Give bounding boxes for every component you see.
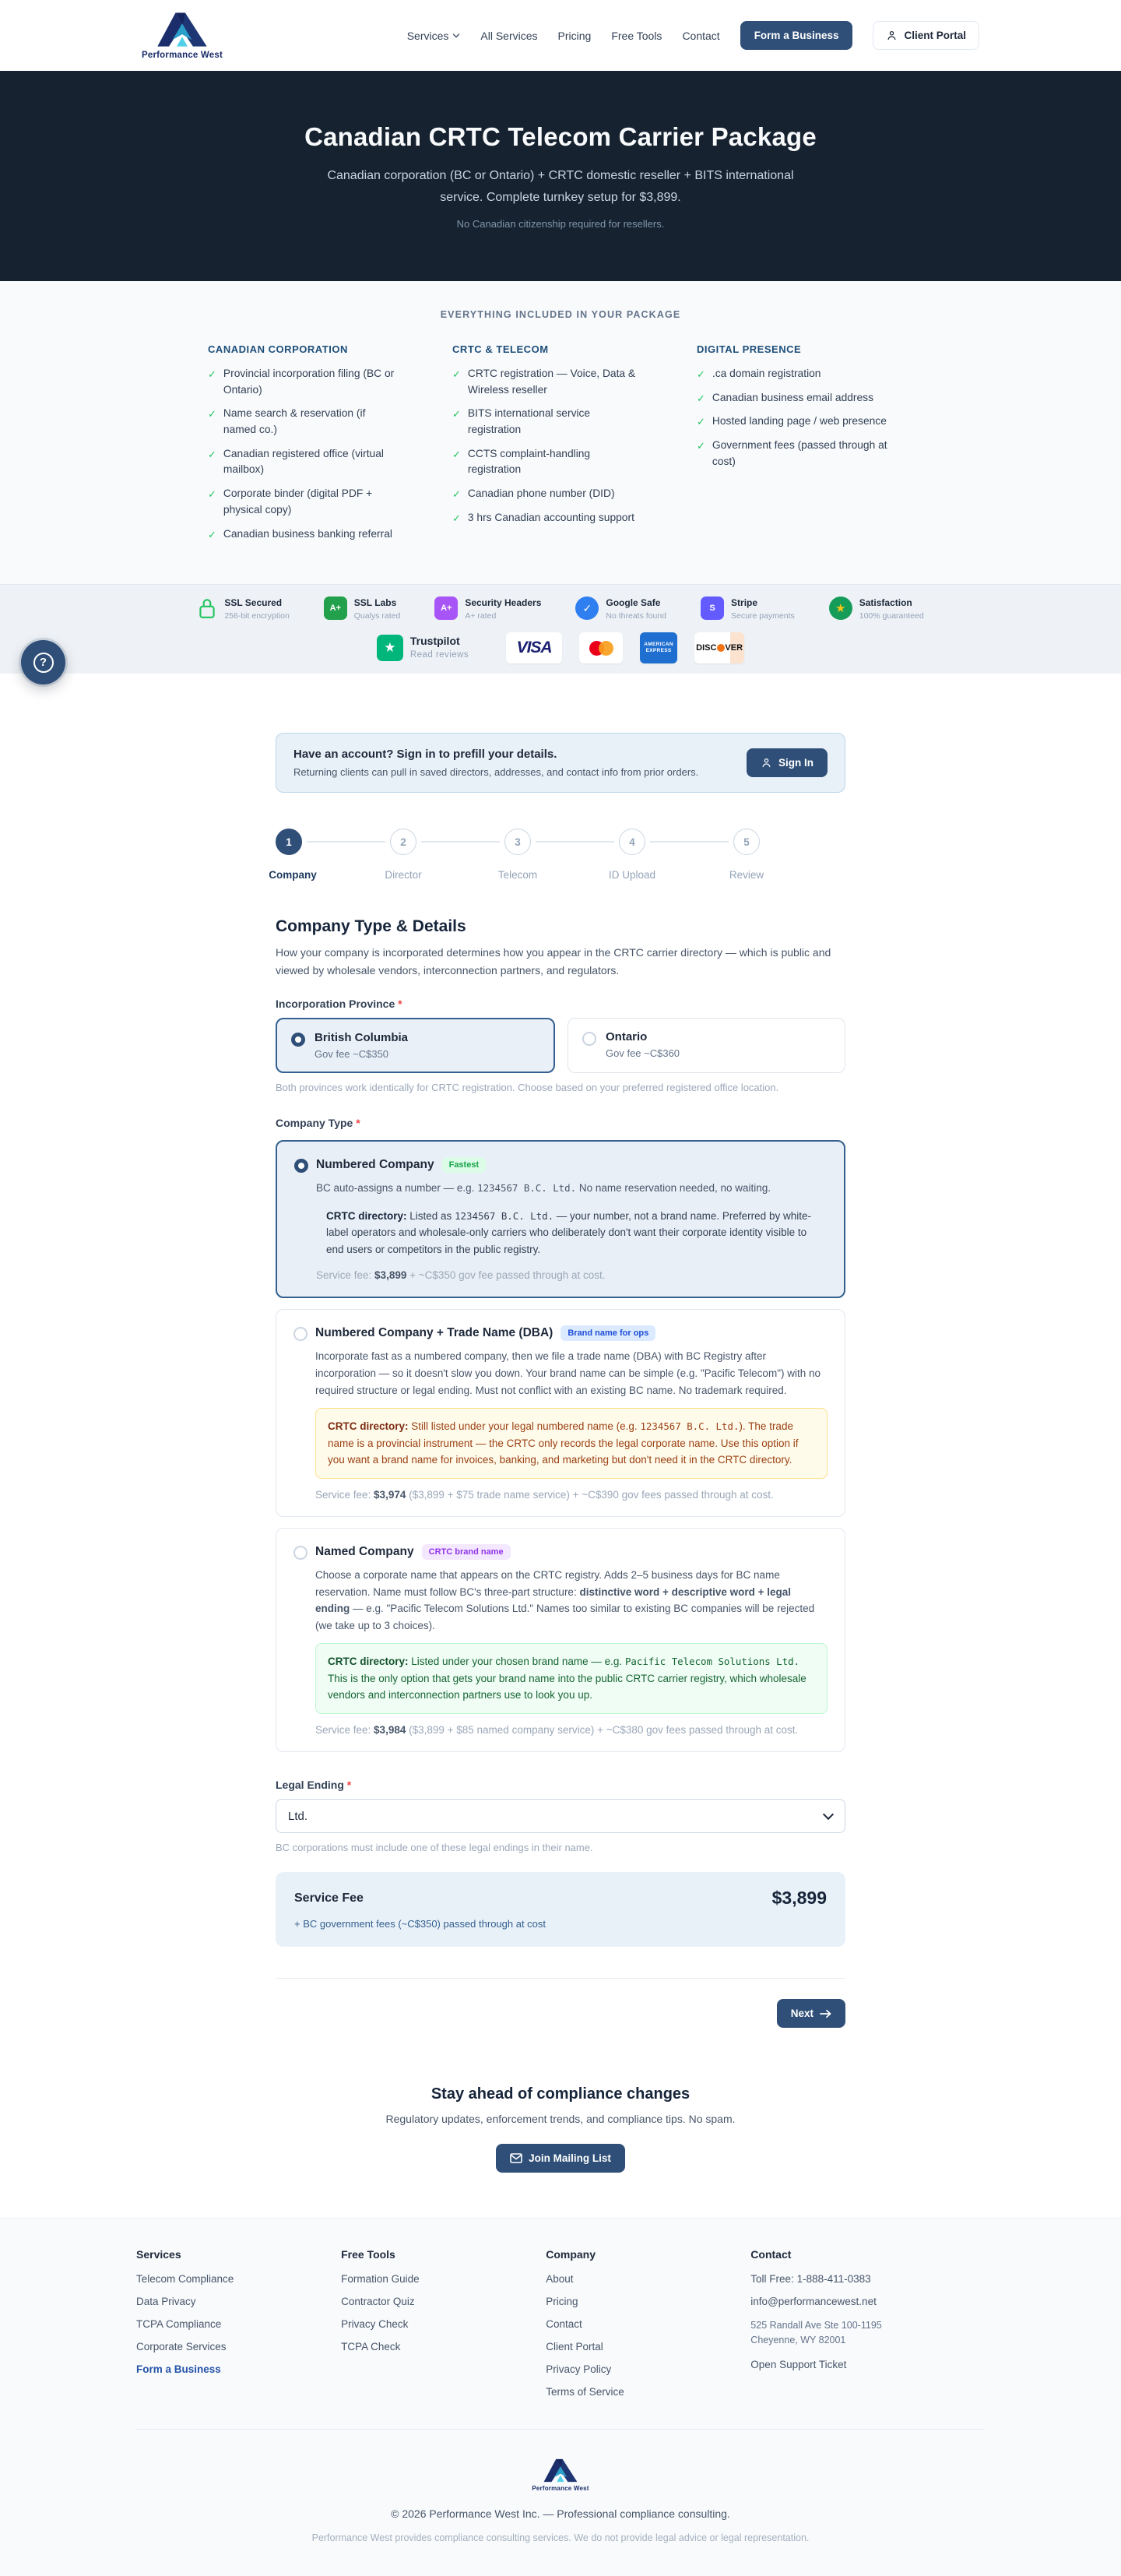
check-icon xyxy=(208,367,216,398)
form-intro: How your company is incorporated determines how you appear in the CRTC carrier directory — which is public and viewed by wholesale vendors, interconnection partners, and regulators. xyxy=(276,946,831,977)
brand-logo[interactable] xyxy=(142,11,223,60)
chevron-down-icon xyxy=(452,32,460,40)
included-grid xyxy=(208,343,913,550)
footer-email[interactable]: info@performancewest.net xyxy=(750,2296,877,2308)
signin-title: Have an account? Sign in to prefill your details. xyxy=(293,748,557,762)
list-item: ✓ Name search & reservation (if named co.) xyxy=(208,406,401,438)
check-icon xyxy=(208,527,216,543)
included-column-digital xyxy=(697,343,913,550)
site-header xyxy=(0,0,1121,71)
signin-banner xyxy=(276,733,845,793)
arrow-right-icon xyxy=(820,2009,831,2018)
list-item: ✓ Corporate binder (digital PDF + physical copy) xyxy=(208,486,401,518)
crtc-brand-name-badge: CRTC brand name xyxy=(422,1544,511,1560)
trustpilot-star-icon xyxy=(377,635,403,661)
lock-icon xyxy=(197,596,217,620)
shield-check-icon xyxy=(575,596,599,620)
service-fee-note: + BC government fees (~C$350) passed through at cost xyxy=(294,1918,546,1930)
fastest-badge: Fastest xyxy=(442,1157,487,1173)
newsletter-section xyxy=(0,2051,1121,2218)
form-heading: Company Type & Details xyxy=(276,917,466,936)
footer-bottom xyxy=(136,2429,985,2543)
badge-stripe: S Stripe Secure payments xyxy=(701,596,795,621)
legal-ending-field-label: Legal Ending * xyxy=(276,1779,352,1792)
step-5-label: Review xyxy=(729,869,764,882)
radio-unselected-icon xyxy=(293,1546,307,1560)
service-fee-line: Service fee: $3,984 ($3,899 + $85 named company service) + ~C$380 gov fees passed through at cost. xyxy=(315,1724,799,1737)
company-type-option-numbered[interactable]: Numbered Company Fastest BC auto-assigns a number — e.g. 1234567 B.C. Ltd. No name reservation needed, no waiting. CRTC directory: Listed as 1234567 B.C. Ltd. — your number, not a brand name. Preferred by white-label operators and wholesale-only carriers who deliberately don't want their corporate identity visible to end users or competitors in the public registry. Service fee: $3,899 + ~C$350 gov fee passed through at cost. xyxy=(276,1140,845,1298)
step-1-label: Company xyxy=(269,869,317,882)
check-icon xyxy=(452,367,461,398)
footer-column-company: Company About Pricing Contact Client Portal Privacy Policy Terms of Service xyxy=(546,2248,750,2409)
footer-link-formation-guide[interactable]: Formation Guide xyxy=(341,2273,420,2286)
list-item: ✓ Hosted landing page / web presence xyxy=(697,413,890,430)
form-a-business-button[interactable]: Form a Business xyxy=(740,21,853,50)
footer-phone: Toll Free: 1-888-411-0383 xyxy=(750,2273,871,2286)
help-button[interactable] xyxy=(21,640,65,684)
service-fee-summary xyxy=(276,1872,845,1947)
performance-west-logo-icon xyxy=(156,11,209,48)
person-icon xyxy=(761,757,772,769)
list-item: ✓ BITS international service registration xyxy=(452,406,645,438)
brand-name-ops-badge: Brand name for ops xyxy=(560,1325,655,1341)
list-item: ✓ Provincial incorporation filing (BC or Ontario) xyxy=(208,366,401,398)
footer-link-data-privacy[interactable]: Data Privacy xyxy=(136,2296,196,2308)
included-column-telecom xyxy=(452,343,669,550)
discover-logo: DISC VER xyxy=(694,632,744,663)
client-portal-button[interactable] xyxy=(873,21,979,50)
radio-selected-icon xyxy=(294,1159,308,1173)
footer-column-free-tools: Free Tools Formation Guide Contractor Quiz Privacy Check TCPA Check xyxy=(341,2248,546,2409)
company-type-field-label: Company Type * xyxy=(276,1116,360,1129)
included-section xyxy=(0,281,1121,584)
check-icon xyxy=(452,511,461,526)
page-title: Canadian CRTC Telecom Carrier Package xyxy=(304,122,817,152)
discover-circle-icon xyxy=(717,644,725,652)
step-2-label: Director xyxy=(385,869,422,882)
badge-google-safe: ✓ Google Safe No threats found xyxy=(575,596,666,621)
next-button[interactable]: Next xyxy=(777,1999,845,2028)
footer-link-privacy-policy[interactable]: Privacy Policy xyxy=(546,2363,612,2376)
list-item: ✓ 3 hrs Canadian accounting support xyxy=(452,510,645,526)
trustpilot-badge[interactable]: ★ Trustpilot Read reviews xyxy=(377,635,469,661)
check-icon xyxy=(697,391,705,406)
copyright: © 2026 Performance West Inc. — Professional compliance consulting. xyxy=(391,2507,730,2521)
check-icon xyxy=(208,487,216,518)
service-fee-line: Service fee: $3,974 ($3,899 + $75 trade name service) + ~C$390 gov fees passed through at cost. xyxy=(315,1488,774,1501)
footer-link-about[interactable]: About xyxy=(546,2273,574,2286)
service-fee-label: Service Fee xyxy=(294,1891,364,1905)
footer-column-contact: Contact Toll Free: 1-888-411-0383 info@performancewest.net 525 Randall Ave Ste 100-1195 Cheyenne, WY 82001 Open Support Ticket xyxy=(750,2248,985,2409)
radio-unselected-icon xyxy=(293,1327,307,1341)
check-icon xyxy=(697,414,705,430)
list-item: ✓ Canadian phone number (DID) xyxy=(452,486,645,502)
company-type-option-numbered-dba[interactable]: Numbered Company + Trade Name (DBA) Brand name for ops Incorporate fast as a numbered company, then we file a trade name (DBA) with BC Registry after incorporation — so it doesn't slow you down. Your brand name can be simple (e.g. "Pacific Telecom") with no required structure or legal ending. Must not conflict with an existing BC name. No trademark required. CRTC directory: Still listed under your legal numbered name (e.g. 1234567 B.C. Ltd.). The trade name is a provincial instrument — the CRTC only records the legal corporate name. Use this option if you want a brand name for invoices, banking, and marketing but don't need it in the CRTC directory. Service fee: $3,974 ($3,899 + $75 trade name service) + ~C$390 gov fees passed through at cost. xyxy=(276,1309,845,1517)
badge-ssl-secured: SSL Secured 256-bit encryption xyxy=(197,596,289,621)
legal-ending-select-wrap xyxy=(276,1799,845,1833)
step-3-circle[interactable]: 3 xyxy=(504,829,531,855)
list-item: ✓ Canadian business email address xyxy=(697,390,890,406)
check-icon xyxy=(208,447,216,478)
a-plus-icon: A+ xyxy=(434,596,458,620)
list-item: ✓ Canadian registered office (virtual mailbox) xyxy=(208,446,401,478)
badge-security-headers: A+ Security Headers A+ rated xyxy=(434,596,541,621)
radio-selected-icon xyxy=(291,1033,305,1047)
hero-note: No Canadian citizenship required for resellers. xyxy=(456,217,665,230)
service-fee-line: Service fee: $3,899 + ~C$350 gov fee passed through at cost. xyxy=(316,1269,606,1282)
footer-link-tcpa-check[interactable]: TCPA Check xyxy=(341,2341,401,2353)
option-description: Incorporate fast as a numbered company, then we file a trade name (DBA) with BC Registry after incorporation — so it doesn't slow you down. Your brand name can be simple (e.g. "Pacific Telecom") with no required structure or legal ending. Must not conflict with an existing BC name. No trademark required. xyxy=(315,1350,821,1396)
nav-all-services[interactable]: All Services xyxy=(480,29,538,42)
footer-link-contact[interactable]: Contact xyxy=(546,2318,582,2331)
main-nav xyxy=(407,21,979,50)
amex-logo: AMERICAN EXPRESS xyxy=(640,632,677,663)
step-5-circle[interactable]: 5 xyxy=(733,829,760,855)
step-4-circle[interactable]: 4 xyxy=(619,829,645,855)
check-icon xyxy=(697,438,705,470)
province-option-british-columbia[interactable]: British Columbia Gov fee ~C$350 xyxy=(276,1018,555,1073)
footer-link-corporate-services[interactable]: Corporate Services xyxy=(136,2341,227,2353)
footer-link-form-a-business[interactable]: Form a Business xyxy=(136,2363,221,2376)
nav-pricing[interactable]: Pricing xyxy=(557,29,592,42)
badge-satisfaction: ★ Satisfaction 100% guaranteed xyxy=(829,596,924,621)
province-note: Both provinces work identically for CRTC registration. Choose based on your preferred registered office location. xyxy=(276,1081,779,1093)
a-plus-icon: A+ xyxy=(324,596,347,620)
list-item: ✓ .ca domain registration xyxy=(697,366,890,382)
footer-link-open-support-ticket[interactable]: Open Support Ticket xyxy=(750,2358,847,2370)
legal-ending-note: BC corporations must include one of these legal endings in their name. xyxy=(276,1842,593,1854)
footer-brand: Performance West xyxy=(532,2458,589,2492)
required-asterisk: * xyxy=(356,1116,360,1129)
sign-in-button[interactable]: Sign In xyxy=(747,748,828,777)
list-item: ✓ CRTC registration — Voice, Data & Wireless reseller xyxy=(452,366,645,398)
step-2-circle[interactable]: 2 xyxy=(390,829,416,855)
province-field-label: Incorporation Province * xyxy=(276,997,402,1010)
client-portal-label: Client Portal xyxy=(904,30,966,41)
disclaimer: Performance West provides compliance consulting services. We do not provide legal advice or legal representation. xyxy=(311,2532,810,2544)
step-4-label: ID Upload xyxy=(608,869,656,882)
footer xyxy=(0,2218,1121,2576)
trust-strip xyxy=(0,584,1121,674)
newsletter-subtitle: Regulatory updates, enforcement trends, and compliance tips. No spam. xyxy=(385,2113,736,2126)
required-asterisk: * xyxy=(346,1779,352,1792)
envelope-icon xyxy=(510,2153,522,2163)
nav-services[interactable] xyxy=(407,30,461,42)
visa-logo: VISA xyxy=(506,632,562,663)
list-item: ✓ CCTS complaint-handling registration xyxy=(452,446,645,478)
check-icon xyxy=(208,406,216,438)
check-icon xyxy=(452,487,461,502)
radio-unselected-icon xyxy=(582,1032,596,1046)
footer-link-pricing[interactable]: Pricing xyxy=(546,2296,578,2308)
newsletter-title: Stay ahead of compliance changes xyxy=(430,2085,691,2103)
performance-west-logo-icon xyxy=(543,2458,578,2483)
order-form-section xyxy=(0,674,1121,2051)
column-title: CRTC & TELECOM xyxy=(452,343,549,355)
check-icon xyxy=(452,447,461,478)
hero-subtitle: Canadian corporation (BC or Ontario) + CRTC domestic reseller + BITS international service. Complete turnkey setup for $3,899. xyxy=(327,169,794,204)
column-title: DIGITAL PRESENCE xyxy=(697,343,802,355)
signin-subtitle: Returning clients can pull in saved directors, addresses, and contact info from prior orders. xyxy=(293,766,699,779)
stripe-icon: S xyxy=(701,596,724,620)
progress-stepper xyxy=(269,829,774,886)
footer-link-telecom-compliance[interactable]: Telecom Compliance xyxy=(136,2273,234,2286)
option-description: BC auto-assigns a number — e.g. 1234567 B.C. Ltd. No name reservation needed, no waiting. xyxy=(316,1181,771,1194)
crtc-directory-note: CRTC directory: Listed as 1234567 B.C. Ltd. — your number, not a brand name. Preferred by white-label operators and wholesale-only carriers who deliberately don't want their corporate identity visible to end users or competitors in the public registry. xyxy=(326,1209,811,1255)
company-type-option-named[interactable]: Named Company CRTC brand name Choose a corporate name that appears on the CRTC registry. Adds 2–5 business days for BC name reservation. Name must follow BC's three-part structure: distinctive word + descriptive word + legal ending — e.g. "Pacific Telecom Solutions Ltd." Names too similar to existing BC companies will be rejected (we take up to 3 choices). CRTC directory: Listed under your chosen brand name — e.g. Pacific Telecom Solutions Ltd. This is the only option that gets your brand name into the public CRTC carrier registry, which wholesale vendors and interconnection partners use to look you up. Service fee: $3,984 ($3,899 + $85 named company service) + ~C$380 gov fees passed through at cost. xyxy=(276,1528,845,1752)
nav-contact[interactable]: Contact xyxy=(682,29,720,42)
check-icon xyxy=(452,406,461,438)
crtc-directory-note-green: CRTC directory: Listed under your chosen brand name — e.g. Pacific Telecom Solutions Ltd. This is the only option that gets your brand name into the public CRTC carrier registry, which wholesale vendors and interconnection partners use to look you up. xyxy=(315,1643,828,1714)
join-mailing-list-button[interactable]: Join Mailing List xyxy=(496,2144,625,2173)
footer-column-services: Services Telecom Compliance Data Privacy TCPA Compliance Corporate Services Form a Business xyxy=(136,2248,341,2409)
province-option-ontario[interactable]: Ontario Gov fee ~C$360 xyxy=(568,1018,845,1073)
legal-ending-select[interactable] xyxy=(276,1799,845,1833)
step-3-label: Telecom xyxy=(497,869,538,882)
nav-free-tools[interactable]: Free Tools xyxy=(611,29,662,42)
included-heading: EVERYTHING INCLUDED IN YOUR PACKAGE xyxy=(440,309,681,320)
crtc-directory-note-amber: CRTC directory: Still listed under your legal numbered name (e.g. 1234567 B.C. Ltd.). The trade name is a provincial instrument — the CRTC only records the legal corporate name. Use this option if you want a brand name for invoices, banking, and marketing but don't need it in the CRTC directory. xyxy=(315,1408,828,1479)
included-column-corporation xyxy=(208,343,424,550)
footer-link-privacy-check[interactable]: Privacy Check xyxy=(341,2318,409,2331)
option-description: Choose a corporate name that appears on the CRTC registry. Adds 2–5 business days for BC name reservation. Name must follow BC's three-part structure: distinctive word + descriptive word + legal ending — e.g. "Pacific Telecom Solutions Ltd." Names too similar to existing BC companies will be rejected (we take up to 3 choices). xyxy=(315,1568,815,1631)
star-icon xyxy=(829,596,852,620)
footer-link-tcpa-compliance[interactable]: TCPA Compliance xyxy=(136,2318,222,2331)
person-icon xyxy=(886,30,898,41)
footer-link-contractor-quiz[interactable]: Contractor Quiz xyxy=(341,2296,415,2308)
required-asterisk: * xyxy=(398,997,402,1010)
divider xyxy=(276,1978,845,1979)
question-mark-icon xyxy=(33,653,54,673)
footer-address: 525 Randall Ave Ste 100-1195 Cheyenne, WY 82001 xyxy=(750,2320,882,2345)
footer-link-terms[interactable]: Terms of Service xyxy=(546,2386,624,2398)
list-item: ✓ Government fees (passed through at cost) xyxy=(697,438,890,470)
nav-services-label: Services xyxy=(406,29,449,42)
hero-section xyxy=(0,71,1121,281)
footer-link-client-portal[interactable]: Client Portal xyxy=(546,2341,603,2353)
column-title: CANADIAN CORPORATION xyxy=(208,343,348,355)
service-fee-amount: $3,899 xyxy=(771,1888,827,1909)
badge-ssl-labs: A+ SSL Labs Qualys rated xyxy=(324,596,401,621)
step-1-circle[interactable]: 1 xyxy=(276,829,302,855)
check-icon xyxy=(697,367,705,382)
brand-name: Performance West xyxy=(142,51,223,60)
mastercard-logo xyxy=(579,632,623,663)
list-item: ✓ Canadian business banking referral xyxy=(208,526,401,543)
